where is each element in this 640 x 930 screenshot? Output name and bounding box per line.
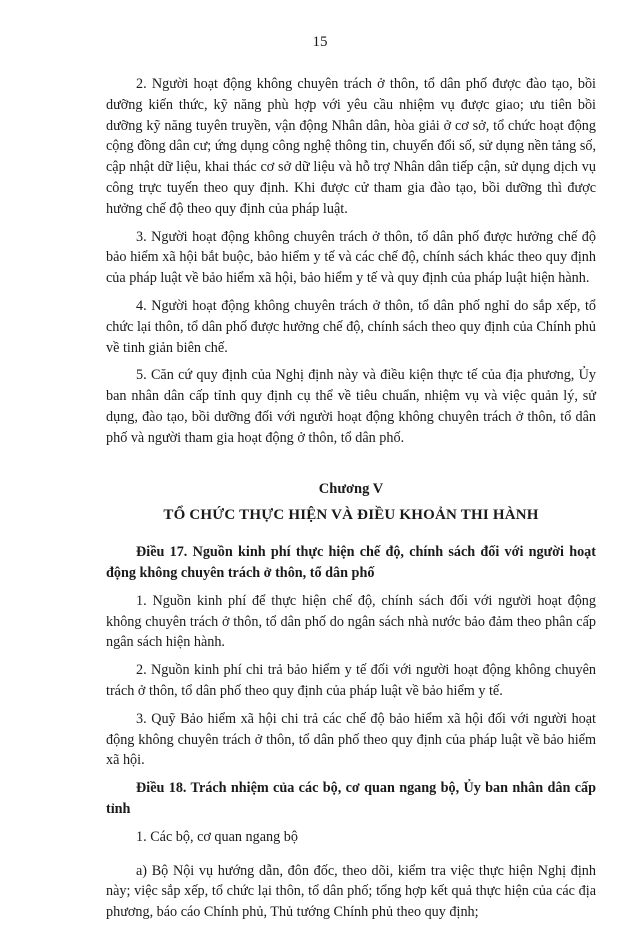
paragraph-clause-4: 4. Người hoạt động không chuyên trách ở thôn, tổ dân phố nghỉ do sắp xếp, tổ chức lại thôn, tổ dân phố được hưởng chế độ, chính sách theo quy định của Chính phủ về tinh giản biên chế. (106, 297, 596, 356)
paragraph-clause-5: 5. Căn cứ quy định của Nghị định này và điều kiện thực tế của địa phương, Ủy ban nhân dân cấp tỉnh quy định cụ thể về tiêu chuẩn, nhiệm vụ và việc quản lý, sử dụng, đào tạo, bồi dưỡng đối với người hoạt động không chuyên trách ở thôn, tổ dân phố và người tham gia hoạt động ở thôn, tổ dân phố. (106, 367, 596, 446)
page-content (106, 74, 596, 930)
chapter-label: Chương V (318, 480, 384, 497)
chapter-title: TỔ CHỨC THỰC HIỆN VÀ ĐIỀU KHOẢN THI HÀNH (163, 507, 539, 524)
article-18-item-1: 1. Các bộ, cơ quan ngang bộ (136, 828, 298, 845)
article-17-item-2: 2. Nguồn kinh phí chi trả bảo hiểm y tế đối với người hoạt động không chuyên trách ở thôn, tổ dân phố theo quy định của pháp luật về bảo hiểm y tế. (106, 662, 596, 699)
page-number: 15 (312, 34, 328, 50)
paragraph-clause-2: 2. Người hoạt động không chuyên trách ở thôn, tổ dân phố được đào tạo, bồi dưỡng kiến thức, kỹ năng phù hợp với yêu cầu nhiệm vụ được giao; ưu tiên bồi dưỡng kỹ năng tuyên truyền, vận động Nhân dân, hòa giải ở cơ sở, tổ chức hoạt động cộng đồng dân cư; ứng dụng công nghệ thông tin, chuyển đổi số, sử dụng nền tảng số, cập nhật dữ liệu, khai thác cơ sở dữ liệu và hỗ trợ Nhân dân tiếp cận, sử dụng dịch vụ công trực tuyến theo quy định. Khi được cử tham gia đào tạo, bồi dưỡng thì được hưởng chế độ theo quy định của pháp luật. (106, 76, 596, 217)
paragraph-clause-3: 3. Người hoạt động không chuyên trách ở thôn, tổ dân phố được hưởng chế độ bảo hiểm xã hội bắt buộc, bảo hiểm y tế và các chế độ, chính sách khác theo quy định của pháp luật về bảo hiểm xã hội, bảo hiểm y tế và quy định của pháp luật hiện hành. (106, 228, 596, 287)
article-17-heading: Điều 17. Nguồn kinh phí thực hiện chế độ, chính sách đối với người hoạt động không chuyên trách ở thôn, tổ dân phố (106, 544, 596, 581)
article-18-item-1a: a) Bộ Nội vụ hướng dẫn, đôn đốc, theo dõi, kiểm tra việc thực hiện Nghị định này; việc sắp xếp, tổ chức lại thôn, tổ dân phố; tổng hợp kết quả thực hiện của các địa phương, báo cáo Chính phủ, Thủ tướng Chính phủ theo quy định; (106, 862, 596, 921)
article-17-item-3: 3. Quỹ Bảo hiểm xã hội chi trả các chế độ bảo hiểm xã hội đối với người hoạt động không chuyên trách ở thôn, tổ dân phố theo quy định của pháp luật về bảo hiểm xã hội. (106, 710, 596, 769)
article-18-heading: Điều 18. Trách nhiệm của các bộ, cơ quan ngang bộ, Ủy ban nhân dân cấp tỉnh (106, 780, 596, 817)
article-17-item-1: 1. Nguồn kinh phí để thực hiện chế độ, chính sách đối với người hoạt động không chuyên trách ở thôn, tổ dân phố do ngân sách nhà nước bảo đảm theo phân cấp ngân sách hiện hành. (106, 592, 596, 651)
